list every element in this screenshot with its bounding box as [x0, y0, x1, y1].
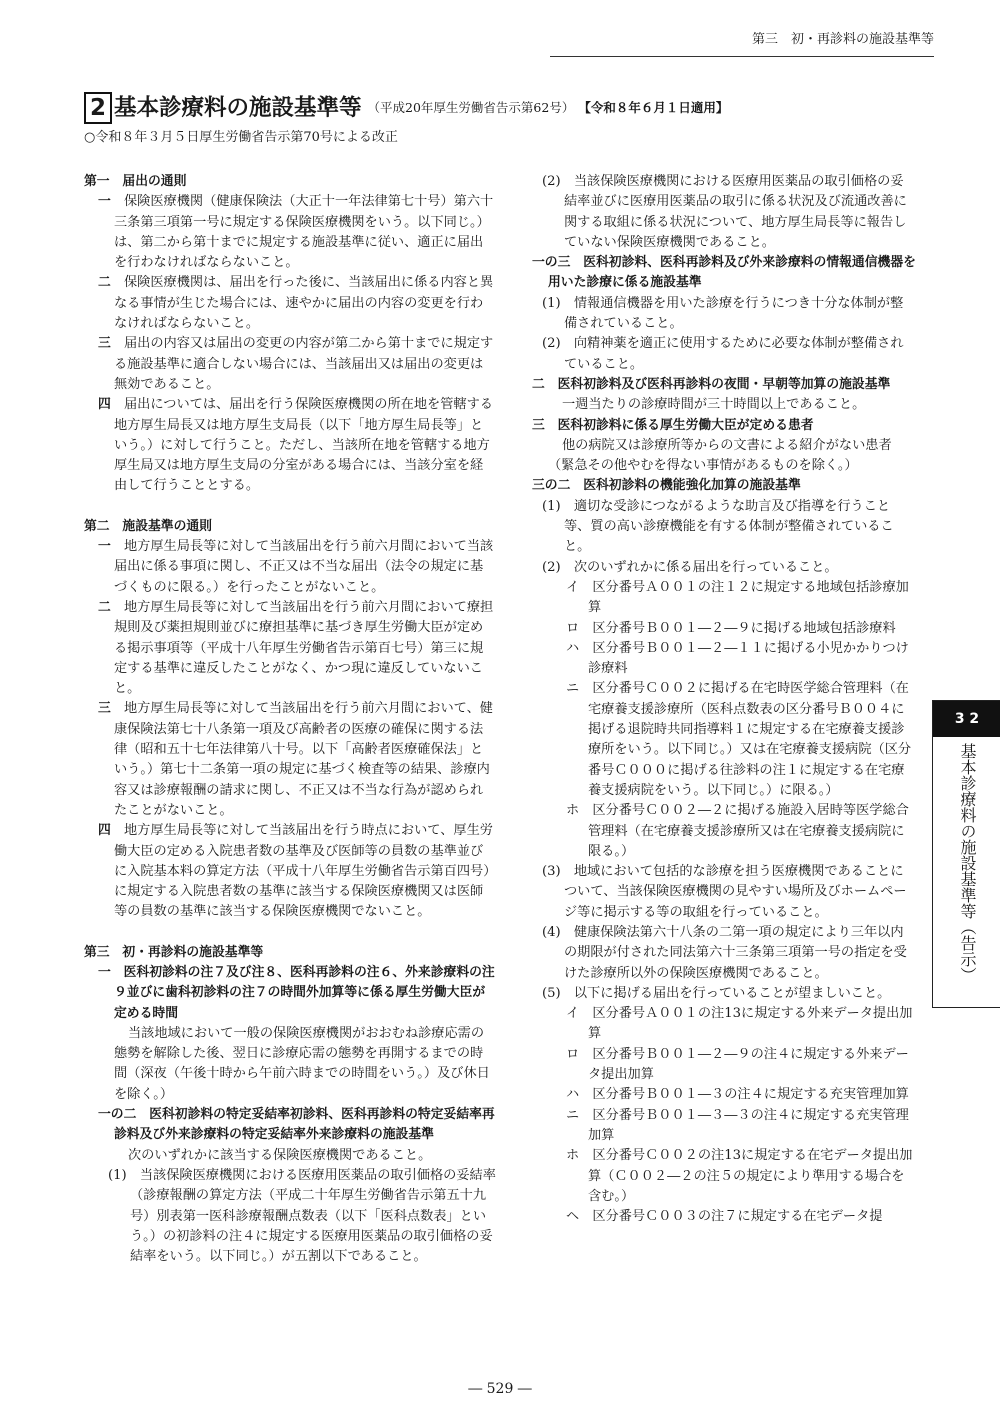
- left-column: [84, 172, 496, 1267]
- list-item: ホ 区分番号Ｃ００２の注13に規定する在宅データ提出加算（Ｃ００２―２の注５の規定により準用する場合を含む。）: [566, 1148, 913, 1204]
- list-item: ロ 区分番号Ｂ００１―２―９に掲げる地域包括診療料: [566, 620, 896, 636]
- section3-item3b-sub3: (3) 地域において包括的な診療を担う医療機関であることについて、当該保険医療機関の見やすい場所及びホームページ等に掲示する等の取組を行っていること。: [542, 864, 907, 920]
- list-item: ニ 区分番号Ｂ００１―３―３の注４に規定する充実管理加算: [566, 1107, 909, 1143]
- section-heading-2: 第二 施設基準の通則: [84, 518, 212, 534]
- title-source: （平成20年厚生労働省告示第62号）: [367, 99, 575, 115]
- section3-item3b-sub4: (4) 健康保険法第六十八条の二第一項の規定により三年以内の期限が付された同法第六十三条第三項第一号の指定を受けた診療所以外の保険医療機関であること。: [542, 924, 907, 981]
- list-item: イ 区分番号Ａ００１の注13に規定する外来データ提出加算: [566, 1006, 913, 1042]
- section3-item2-text: 一週当たりの診療時間が三十時間以上であること。: [562, 397, 866, 413]
- title-effective-date: 【令和８年６月１日適用】: [578, 99, 729, 115]
- section-heading-1: 第一 届出の通則: [84, 174, 187, 189]
- section3-item1b-heading: 一の二 医科初診料の特定妥結率初診料、医科再診料の特定妥結率再診料及び外来診療料の特定妥結率外来診療料の施設基準: [98, 1107, 495, 1143]
- section3-item1b-sub1: (1) 当該保険医療機関における医療用医薬品の取引価格の妥結率（診療報酬の算定方法（平成二十年厚生労働省告示第五十九号）別表第一医科診療報酬点数表（以下「医科点数表」という。）の初診料の注４に規定する医療用医薬品の取引価格の妥結率をいう。以下同じ。）が五割以下であること。: [108, 1167, 496, 1265]
- page-title: 基本診療料の施設基準等: [114, 94, 362, 121]
- section3-item1-heading: 一 医科初診料の注７及び注８、医科再診料の注６、外来診療料の注９並びに歯科初診料の注７の時間外加算等に係る厚生労働大臣が定める時間: [98, 964, 495, 1021]
- page-number: ― 529 ―: [468, 1381, 532, 1397]
- section1-item: 三 届出の内容又は届出の変更の内容が第二から第十までに規定する施設基準に適合しない場合には、当該届出又は届出の変更は無効であること。: [98, 336, 494, 392]
- section1-item: 四 届出については、届出を行う保険医療機関の所在地を管轄する地方厚生局長又は地方厚生支局長（以下「地方厚生局長等」という。）に対して行うこと。ただし、当該所在地を管轄する地方厚生局又は地方厚生支局の分室がある場合には、当該分室を経由して行うこととする。: [98, 397, 493, 494]
- section3-item1c-heading: 一の三 医科初診料、医科再診料及び外来診療料の情報通信機器を用いた診療に係る施設基準: [532, 255, 916, 291]
- section3-item3-text: 他の病院又は診療所等からの文書による紹介がない患者（緊急その他やむを得ない事情があるものを除く。）: [548, 437, 892, 474]
- section3-item3b-sub5: (5) 以下に掲げる届出を行っていることが望ましいこと。: [542, 985, 891, 1001]
- section3-item3b-heading: 三の二 医科初診料の機能強化加算の施設基準: [532, 478, 801, 494]
- section3-item2-heading: 二 医科初診料及び医科再診料の夜間・早朝等加算の施設基準: [532, 376, 891, 392]
- section2-item: 四 地方厚生局長等に対して当該届出を行う時点において、厚生労働大臣の定める入院患者数の基準及び医師等の員数の基準並びに入院基本料の算定方法（平成十八年厚生労働省告示第百四号）に規定する入院患者数の基準に該当する保険医療機関又は医師等の員数の基準に該当する保険医療機関でないこと。: [98, 823, 493, 920]
- list-item: ホ 区分番号Ｃ００２―２に掲げる施設入居時等医学総合管理料（在宅療養支援診療所又は在宅療養支援病院に限る。）: [566, 803, 909, 859]
- section1-item: 二 保険医療機関は、届出を行った後に、当該届出に係る内容と異なる事情が生じた場合には、速やかに届出の内容の変更を行わなければならないこと。: [98, 275, 494, 332]
- section3-item3b-sub1: (1) 適切な受診につながるような助言及び指導を行うこと等、質の高い診療機能を有する体制が整備されていること。: [542, 498, 894, 555]
- list-item: ハ 区分番号Ｂ００１―３の注４に規定する充実管理加算: [566, 1087, 909, 1103]
- list-item: イ 区分番号Ａ００１の注１２に規定する地域包括診療加算: [566, 579, 909, 616]
- section3-item3-heading: 三 医科初診料に係る厚生労働大臣が定める患者: [532, 417, 814, 433]
- section1-item: 一 保険医療機関（健康保険法（大正十一年法律第七十号）第六十三条第三項第一号に規定する保険医療機関をいう。以下同じ。）は、第二から第十までに規定する施設基準に従い、適正に届出を行わなければならないこと。: [98, 194, 494, 271]
- title-number-box: 2: [84, 92, 112, 124]
- section3-item3b-sub2: (2) 次のいずれかに係る届出を行っていること。: [542, 559, 838, 575]
- section-heading-3: 第三 初・再診料の施設基準等: [84, 944, 264, 960]
- list-item: ニ 区分番号Ｃ００２に掲げる在宅時医学総合管理料（在宅療養支援診療所（医科点数表の区分番号Ｂ００４に掲げる退院時共同指導料１に規定する在宅療養支援診療所をいう。以下同じ。）又は在宅療養支援病院（区分番号Ｃ０００に掲げる往診料の注１に規定する在宅療養支援病院をいう。以下同じ。）に限る。）: [566, 681, 912, 798]
- section3-item1c-sub2: (2) 向精神薬を適正に使用するために必要な体制が整備されていること。: [542, 336, 904, 372]
- section3-item1c-sub1: (1) 情報通信機器を用いた診療を行うにつき十分な体制が整備されていること。: [542, 295, 904, 332]
- right-column: [518, 172, 916, 1227]
- list-item: ロ 区分番号Ｂ００１―２―９の注４に規定する外来データ提出加算: [566, 1046, 909, 1083]
- side-tab-label: 3 2: [933, 701, 1000, 737]
- side-index-tab: [932, 700, 1000, 1008]
- revision-note: ○令和８年３月５日厚生労働省告示第70号による改正: [84, 130, 398, 145]
- section3-item1b-sub2: (2) 当該保険医療機関における医療用医薬品の取引価格の妥結率並びに医療用医薬品の取引に係る状況及び流通改善に関する取組に係る状況について、地方厚生局長等に報告していない保険医療機関であること。: [542, 174, 907, 250]
- side-tab-text: 基本診療料の施設基準等（告示）: [958, 743, 977, 983]
- section2-item: 三 地方厚生局長等に対して当該届出を行う前六月間において、健康保険法第七十八条第一項及び高齢者の医療の確保に関する法律（昭和五十七年法律第八十号。以下「高齢者医療確保法」という。）第七十二条第一項の規定に基づく検査等の結果、診療内容又は診療報酬の請求に関し、不正又は不当な行為が認められたことがないこと。: [98, 701, 493, 818]
- section2-item: 一 地方厚生局長等に対して当該届出を行う前六月間において当該届出に係る事項に関し、不正又は不当な届出（法令の規定に基づくものに限る。）を行ったことがないこと。: [98, 539, 494, 595]
- section2-item: 二 地方厚生局長等に対して当該届出を行う前六月間において療担規則及び薬担規則並びに療担基準に基づき厚生労働大臣が定める掲示事項等（平成十八年厚生労働省告示第百七号）第三に規定する基準に違反したことがなく、かつ現に違反していないこと。: [98, 599, 494, 697]
- section3-item1b-lead: 次のいずれかに該当する保険医療機関であること。: [128, 1147, 432, 1163]
- list-item: ヘ 区分番号Ｃ００３の注７に規定する在宅データ提: [566, 1209, 883, 1225]
- title-row: [84, 92, 944, 124]
- title-block: [84, 92, 944, 148]
- running-header: 第三 初・再診料の施設基準等: [550, 30, 934, 57]
- list-item: ハ 区分番号Ｂ００１―２―１１に掲げる小児かかりつけ診療料: [566, 640, 909, 677]
- section3-item1-text: 当該地域において一般の保険医療機関がおおむね診療応需の態勢を解除した後、翌日に診療応需の態勢を再開するまでの時間（深夜（午後十時から午前六時までの時間をいう。）及び休日を除く。）: [114, 1025, 490, 1102]
